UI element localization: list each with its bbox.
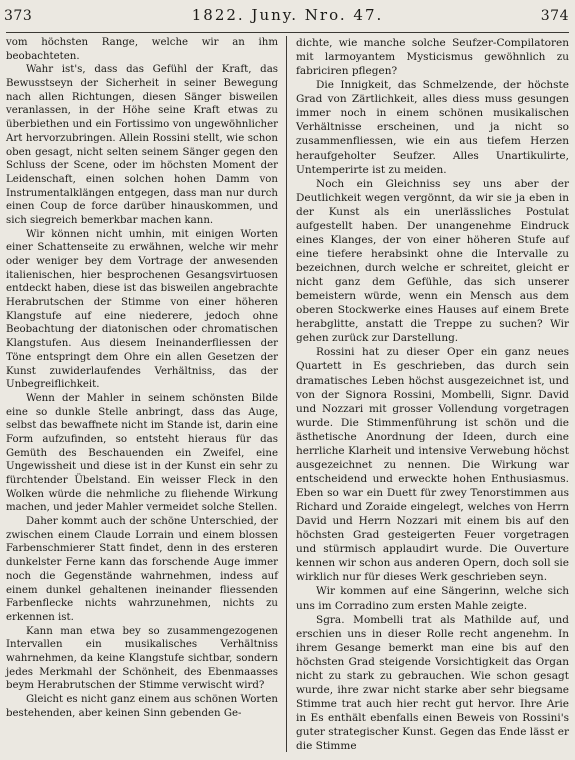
right-column xyxy=(296,36,569,753)
paragraph: vom höchsten Range, welche wir an ihm beobachteten. xyxy=(6,37,278,62)
paragraph: Wir können nicht umhin, mit einigen Worten einer Schattenseite zu erwähnen, welche wir mehr oder weniger bey dem Vortrage der anwesenden italienischen, hier besprochenen Gesangsvirtuosen entdeckt haben, diese ist das bisweilen angebrachte Herabrutschen der Stimme von einer höheren Klangstufe auf eine niederere, jedoch ohne Beobachtung der diatonischen oder chromatischen Klangstufen. Aus diesem Ineinanderfliessen der Töne entspringt dem Ohre ein allen Gesetzen der Kunst zuwiderlaufendes Verhältniss, das der Unbegreiflichkeit. xyxy=(6,228,278,391)
paragraph: Wenn der Mahler in seinem schönsten Bilde eine so dunkle Stelle anbringt, dass das Auge, selbst das bewaffnete nicht im Stande ist, darin eine Form aufzufinden, so entsteht hieraus für das Gemüth des Beschauenden ein Zweifel, eine Ungewissheit und diese ist in der Kunst ein sehr zu fürchtender Übelstand. Ein weisser Fleck in den Wolken würde die nehmliche zu fliehende Wirkung machen, und jeder Mahler vermeidet solche Stellen. xyxy=(6,392,278,514)
paragraph: Rossini hat zu dieser Oper ein ganz neues Quartett in Es geschrieben, das durch sein dramatisches Leben höchst ausgezeichnet ist, und von der Signora Rossini, Mombelli, Signr. David und Nozzari mit grosser Vollendung vorgetragen wurde. Die Stimmenführung ist schön und die ästhetische Anordnung der Ideen, durch eine herrliche Klarheit und intensive Verwebung höchst ausgezeichnet zu nennen. Die Wirkung war entscheidend und erweckte hohen Enthusiasmus. Eben so war ein Duett für zwey Tenorstimmen aus Richard und Zoraide eingelegt, welches von Herrn David und Herrn Nozzari mit einem bis auf den höchsten Grad gesteigerten Feuer vorgetragen und stürmisch applaudirt wurde. Die Ouverture kennen wir schon aus anderen Opern, doch soll sie wirklich nur für dieses Werk geschrieben seyn. xyxy=(296,346,569,584)
paragraph: Kann man etwa bey so zusammengezogenen Intervallen ein musikalisches Verhältniss wahrnehmen, da keine Klangstufe sichtbar, sondern jedes Merkmahl der Schönheit, des Ebenmaasses beym Herabrutschen der Stimme verwischt wird? xyxy=(6,625,278,692)
issue-date-title: 1822. Juny. Nro. 47. xyxy=(191,6,384,24)
column-divider xyxy=(286,36,287,752)
paragraph: Daher kommt auch der schöne Unterschied, der zwischen einem Claude Lorrain und einem blossen Farbenschmierer Statt findet, denn in des ersteren dunkelster Ferne kann das forschende Auge immer noch die Gegenstände wahrnehmen, indess auf einem dunkel gehaltenen ineinander fliessenden Farbenflecke nichts wahrzunehmen, nichts zu erkennen ist. xyxy=(6,516,278,623)
paragraph: Wahr ist's, dass das Gefühl der Kraft, das Bewusstseyn der Sicherheit in seiner Bewegung nach allen Richtungen, diesen Sänger bisweilen veranlassen, in der Höhe seine Kraft etwas zu überbiethen und ein Fortissimo von ungewöhnlicher Art hervorzubringen. Allein Rossini stellt, wie schon oben gesagt, nicht selten seinem Sänger gegen den Schluss der Scene, oder im höchsten Moment der Leidenschaft, einen solchen hohen Damm von Instrumentalklängen entgegen, dass man nur durch einen Coup de force darüber hinauskommen, und sich siegreich bemerkbar machen kann. xyxy=(6,64,278,226)
paragraph: Sgra. Mombelli trat als Mathilde auf, und erschien uns in dieser Rolle recht angenehm. In ihrem Gesange bemerkt man eine bis auf den höchsten Grad steigende Vorsichtigkeit das Organ nicht zu stark zu gebrauchen. Wie schon gesagt wurde, ihre zwar nicht starke aber sehr biegsame Stimme trat auch hier recht gut hervor. Ihre Arie in Es enthält ebenfalls einen Beweis von Rossini's guter strategischer Kunst. Gegen das Ende lässt er die Stimme xyxy=(296,613,569,753)
page-header xyxy=(0,6,575,32)
left-column xyxy=(6,36,278,720)
paragraph: dichte, wie manche solche Seufzer-Compilatoren mit larmoyantem Mysticismus gewöhnlich zu fabriciren pflegen? xyxy=(296,37,569,78)
page-number-left: 373 xyxy=(4,8,33,24)
paragraph: Wir kommen auf eine Sängerinn, welche sich uns im Corradino zum ersten Mahle zeigte. xyxy=(296,585,569,612)
header-rule xyxy=(6,32,569,33)
page-number-right: 374 xyxy=(540,8,569,24)
paragraph: Die Innigkeit, das Schmelzende, der höchste Grad von Zärtlichkeit, alles diess muss gesungen immer noch in einem schönen musikalischen Verhältnisse erscheinen, und ja nicht so zusammenfliessen, wie ein aus tiefem Herzen heraufgeholter Seufzer. Alles Unartikulirte, Untemperirte ist zu meiden. xyxy=(296,79,569,176)
paragraph: Gleicht es nicht ganz einem aus schönen Worten bestehenden, aber keinen Sinn gebenden Ge- xyxy=(6,694,278,719)
paragraph: Noch ein Gleichniss sey uns aber der Deutlichkeit wegen vergönnt, da wir sie ja eben in der Kunst als ein unerlässliches Postulat aufgestellt haben. Der unangenehme Eindruck eines Klanges, der von einer höheren Stufe auf eine tiefere herabsinkt ohne die Intervalle zu bezeichnen, durch welche er schreitet, gleicht er nicht ganz dem Gefühle, das sich unserer bemeistern würde, wenn ein Mensch aus dem oberen Stockwerke eines Hauses auf einem Brete herabglitte, anstatt die Treppe zu suchen? Wir gehen zurück zur Darstellung. xyxy=(296,177,569,345)
